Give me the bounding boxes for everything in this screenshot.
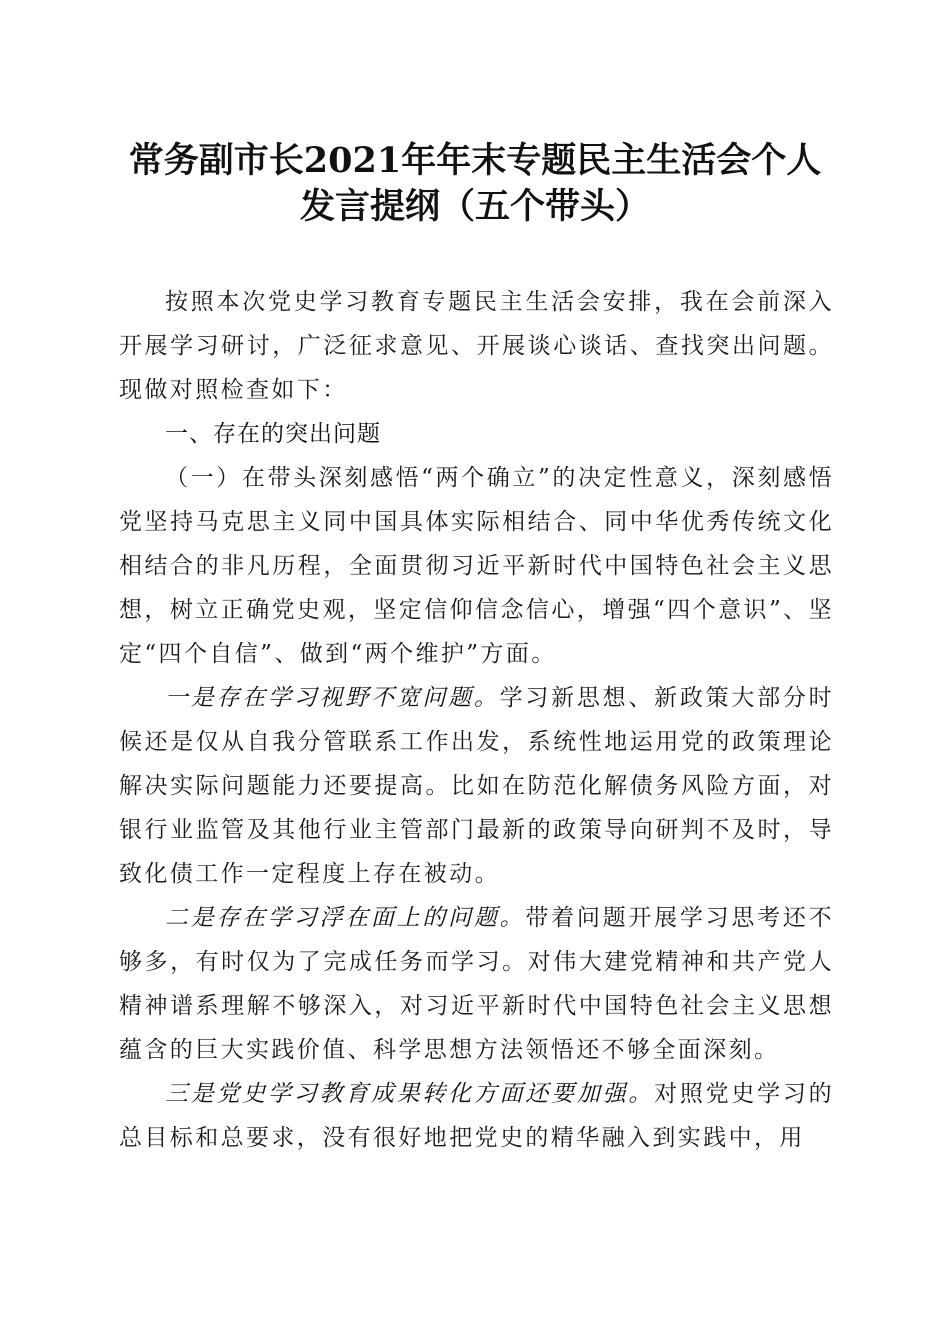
point-3-paragraph [119,1072,834,1160]
point-1-text: 学习新思想、新政策大部分时候还是仅从自我分管联系工作出发，系统性地运用党的政策理论解决实际问题能力还要提高。比如在防范化解债务风险方面，对银行业监管及其他行业主管部门最新的政策导向研判不及时，导致化债工作一定程度上存在被动。 [119,685,834,887]
subsection-paragraph: （一）在带头深刻感悟“两个确立”的决定性意义，深刻感悟党坚持马克思主义同中国具体实际相结合、同中华优秀传统文化相结合的非凡历程，全面贯彻习近平新时代中国特色社会主义思想，树立正确党史观，坚定信仰信念信心，增强“四个意识”、坚定“四个自信”、做到“两个维护”方面。 [119,465,834,667]
point-2-text: 带着问题开展学习思考还不够多，有时仅为了完成任务而学习。对伟大建党精神和共产党人精神谱系理解不够深入，对习近平新时代中国特色社会主义思想蕴含的巨大实践价值、科学思想方法领悟还不够全面深刻。 [119,905,834,1063]
intro-paragraph: 按照本次党史学习教育专题民主生活会安排，我在会前深入开展学习研讨，广泛征求意见、开展谈心谈话、查找突出问题。现做对照检查如下： [119,289,834,403]
point-1-lead: 一是存在学习视野不宽问题。 [165,685,500,711]
point-3-text: 对照党史学习的总目标和总要求，没有很好地把党史的精华融入到实践中，用 [119,1081,834,1151]
title-line-1: 常务副市长2021年年末专题民主生活会个人 [128,140,822,181]
document-body [119,280,834,1160]
title-line-2: 发言提纲（五个带头） [299,186,650,227]
document-title [100,138,850,230]
point-3-lead: 三是党史学习教育成果转化方面还要加强。 [165,1081,655,1107]
point-1-paragraph [119,676,834,896]
section-heading: 一、存在的突出问题 [165,421,381,447]
point-2-lead: 二是存在学习浮在面上的问题。 [165,905,526,931]
point-2-paragraph [119,896,834,1072]
